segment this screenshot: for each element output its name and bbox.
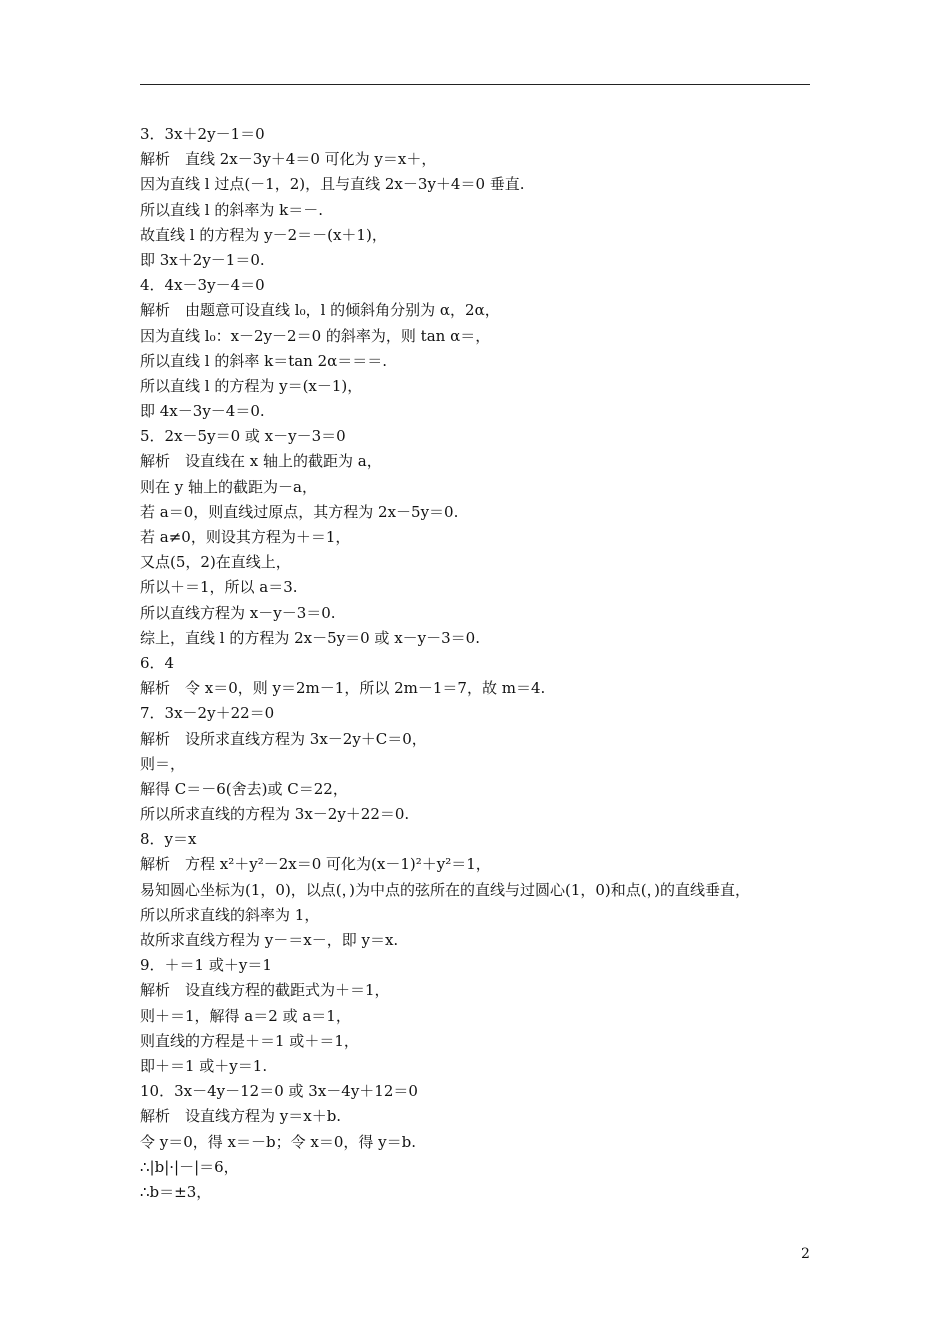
text-line: 解析 由题意可设直线 l₀，l 的倾斜角分别为 α，2α， [140, 301, 500, 320]
text-line: 解得 C＝－6(舍去)或 C＝22， [140, 779, 348, 798]
header-rule [140, 84, 810, 85]
text-line: 解析 令 x＝0，则 y＝2m－1，所以 2m－1＝7，故 m＝4. [140, 679, 546, 698]
text-line: 3．3x＋2y－1＝0 [140, 125, 265, 143]
text-line: 5．2x－5y＝0 或 x－y－3＝0 [140, 427, 346, 446]
text-line: 9．＋＝1 或＋y＝1 [140, 956, 272, 975]
text-line: 即 3x＋2y－1＝0. [140, 250, 265, 269]
text-line: 则在 y 轴上的截距为－a， [140, 477, 317, 496]
text-line: 即 4x－3y－4＝0. [140, 402, 265, 421]
text-line: 解析 方程 x²＋y²－2x＝0 可化为(x－1)²＋y²＝1， [140, 855, 491, 874]
text-line: 8．y＝x [140, 830, 197, 849]
text-line: 6．4 [140, 653, 175, 672]
text-line: 4．4x－3y－4＝0 [140, 276, 265, 295]
text-line: 10．3x－4y－12＝0 或 3x－4y＋12＝0 [140, 1082, 418, 1101]
text-line: 又点(5，2)在直线上， [140, 553, 291, 572]
text-line: 因为直线 l 过点(－1，2)，且与直线 2x－3y＋4＝0 垂直. [140, 175, 525, 194]
text-line: 若 a＝0，则直线过原点，其方程为 2x－5y＝0. [140, 502, 459, 521]
text-line: 所以直线 l 的斜率为 k＝－. [140, 200, 323, 219]
text-line: 解析 直线 2x－3y＋4＝0 可化为 y＝x＋， [140, 150, 437, 169]
text-line: 所以所求直线的斜率为 1， [140, 905, 320, 924]
text-line: 所以直线 l 的方程为 y＝(x－1)， [140, 376, 363, 395]
text-line: 解析 设直线方程为 y＝x＋b. [140, 1107, 342, 1126]
text-line: 解析 设直线在 x 轴上的截距为 a， [140, 452, 382, 471]
text-line: 故直线 l 的方程为 y－2＝－(x＋1)， [140, 225, 387, 244]
text-line: 7．3x－2y＋22＝0 [140, 704, 275, 723]
text-line: 所以所求直线的方程为 3x－2y＋22＝0. [140, 805, 410, 824]
text-line: 则＝， [140, 754, 186, 773]
text-line: 综上，直线 l 的方程为 2x－5y＝0 或 x－y－3＝0. [140, 628, 480, 647]
text-line: 易知圆心坐标为(1，0)，以点(，)为中点的弦所在的直线与过圆心(1，0)和点(，)的直线垂直， [140, 880, 750, 899]
page-number: 2 [801, 1246, 810, 1262]
answer-text-body [140, 122, 820, 1205]
text-line: ∴|b|·|－|＝6， [140, 1157, 239, 1176]
text-line: 所以直线 l 的斜率 k＝tan 2α＝＝＝. [140, 351, 388, 370]
text-line: 则＋＝1，解得 a＝2 或 a＝1， [140, 1006, 351, 1025]
text-line: 所以＋＝1，所以 a＝3. [140, 578, 298, 597]
text-line: 即＋＝1 或＋y＝1. [140, 1056, 268, 1075]
text-line: 所以直线方程为 x－y－3＝0. [140, 603, 336, 622]
text-line: 令 y＝0，得 x＝－b；令 x＝0，得 y＝b. [140, 1132, 416, 1151]
text-line: ∴b＝±3， [140, 1182, 212, 1201]
text-line: 因为直线 l₀：x－2y－2＝0 的斜率为，则 tan α＝， [140, 326, 491, 345]
text-line: 若 a≠0，则设其方程为＋＝1， [140, 528, 351, 546]
text-line: 则直线的方程是＋＝1 或＋＝1， [140, 1031, 359, 1050]
text-line: 解析 设所求直线方程为 3x－2y＋C＝0， [140, 729, 427, 748]
text-line: 故所求直线方程为 y－＝x－，即 y＝x. [140, 931, 399, 949]
text-line: 解析 设直线方程的截距式为＋＝1， [140, 981, 390, 1000]
